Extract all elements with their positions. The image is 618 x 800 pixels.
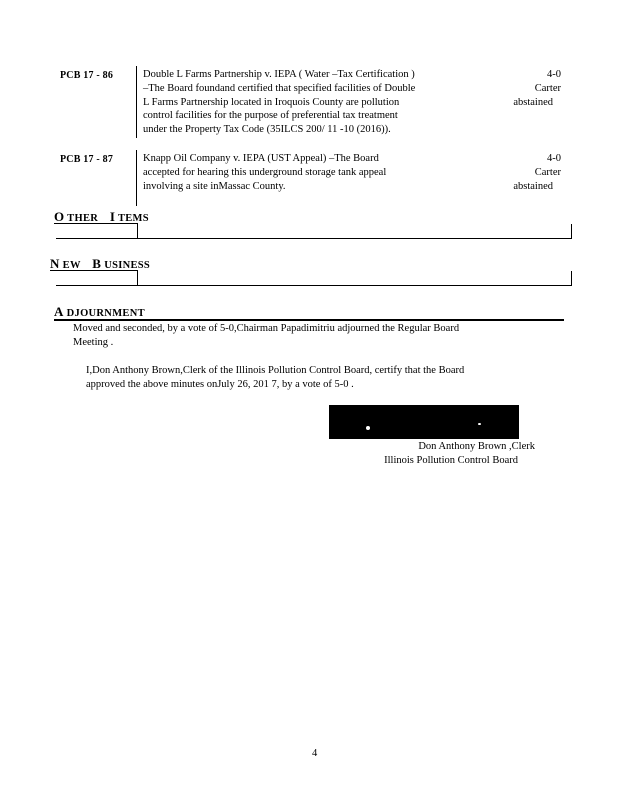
paragraph-line: approved the above minutes onJuly 26, 201 7, by a vote of 5-0 .: [86, 378, 354, 390]
case-line: L Farms Partnership located in Iroquois County are pollution: [143, 96, 400, 108]
case-divider: [136, 66, 137, 138]
signature-redaction: [329, 405, 519, 439]
paragraph-line: Moved and seconded, by a vote of 5-0,Chairman Papadimitriu adjourned the Regular Board: [73, 323, 460, 334]
section-box-right: [571, 224, 572, 239]
heading-rest: USINESS: [104, 260, 151, 271]
section-box-bottom: [56, 238, 572, 239]
section-heading-adjournment: [54, 304, 145, 320]
heading-rest: EW: [62, 260, 81, 271]
heading-underline: [54, 223, 138, 224]
case-number: PCB 17 - 87: [60, 154, 114, 165]
signature-block: [340, 440, 535, 467]
signer-organization: Illinois Pollution Control Board: [384, 454, 518, 466]
heading-initial: A: [54, 304, 64, 319]
paragraph-line: I,Don Anthony Brown,Clerk of the Illinois Pollution Control Board, certify that the Board: [86, 365, 465, 376]
case-number: PCB 17 - 86: [60, 70, 114, 81]
case-vote: [480, 68, 561, 109]
case-line: involving a site inMassac County.: [143, 180, 286, 192]
heading-rest: THER: [67, 213, 99, 224]
case-line: Knapp Oil Company v. IEPA (UST Appeal) –The Board: [143, 153, 379, 164]
section-box-bottom: [56, 285, 572, 286]
heading-initial: N: [50, 256, 60, 271]
case-description: [143, 68, 463, 137]
section-box-left: [137, 223, 138, 238]
case-divider: [136, 150, 137, 206]
adjournment-underline: [54, 319, 564, 321]
heading-initial: O: [54, 209, 65, 224]
adjournment-paragraph: [73, 322, 553, 349]
section-box-left: [137, 270, 138, 285]
signature-mark: [366, 426, 370, 430]
signature-mark: [478, 423, 481, 425]
heading-initial: I: [109, 209, 116, 224]
case-vote: [480, 152, 561, 193]
case-line: Double L Farms Partnership v. IEPA ( Water –Tax Certification ): [143, 69, 415, 80]
case-description: [143, 152, 463, 193]
heading-initial: B: [92, 256, 102, 271]
case-line: accepted for hearing this underground storage tank appeal: [143, 166, 387, 178]
vote-count: 4-0: [547, 69, 561, 80]
signer-name: Don Anthony Brown ,Clerk: [418, 441, 535, 452]
page-number: 4: [312, 748, 318, 759]
case-line: under the Property Tax Code (35ILCS 200/ 11 -10 (2016)).: [143, 124, 391, 136]
case-line: control facilities for the purpose of preferential tax treatment: [143, 110, 398, 122]
certification-paragraph: [86, 364, 556, 391]
vote-note: abstained: [513, 96, 553, 108]
paragraph-line: Meeting .: [73, 336, 114, 348]
vote-note: Carter: [534, 82, 561, 94]
heading-rest: TEMS: [117, 213, 149, 224]
heading-rest: DJOURNMENT: [66, 308, 145, 319]
heading-underline: [50, 270, 138, 271]
vote-count: 4-0: [547, 153, 561, 164]
vote-note: abstained: [513, 180, 553, 192]
section-box-right: [571, 271, 572, 286]
case-line: –The Board foundand certified that specified facilities of Double: [143, 82, 416, 94]
vote-note: Carter: [534, 166, 561, 178]
